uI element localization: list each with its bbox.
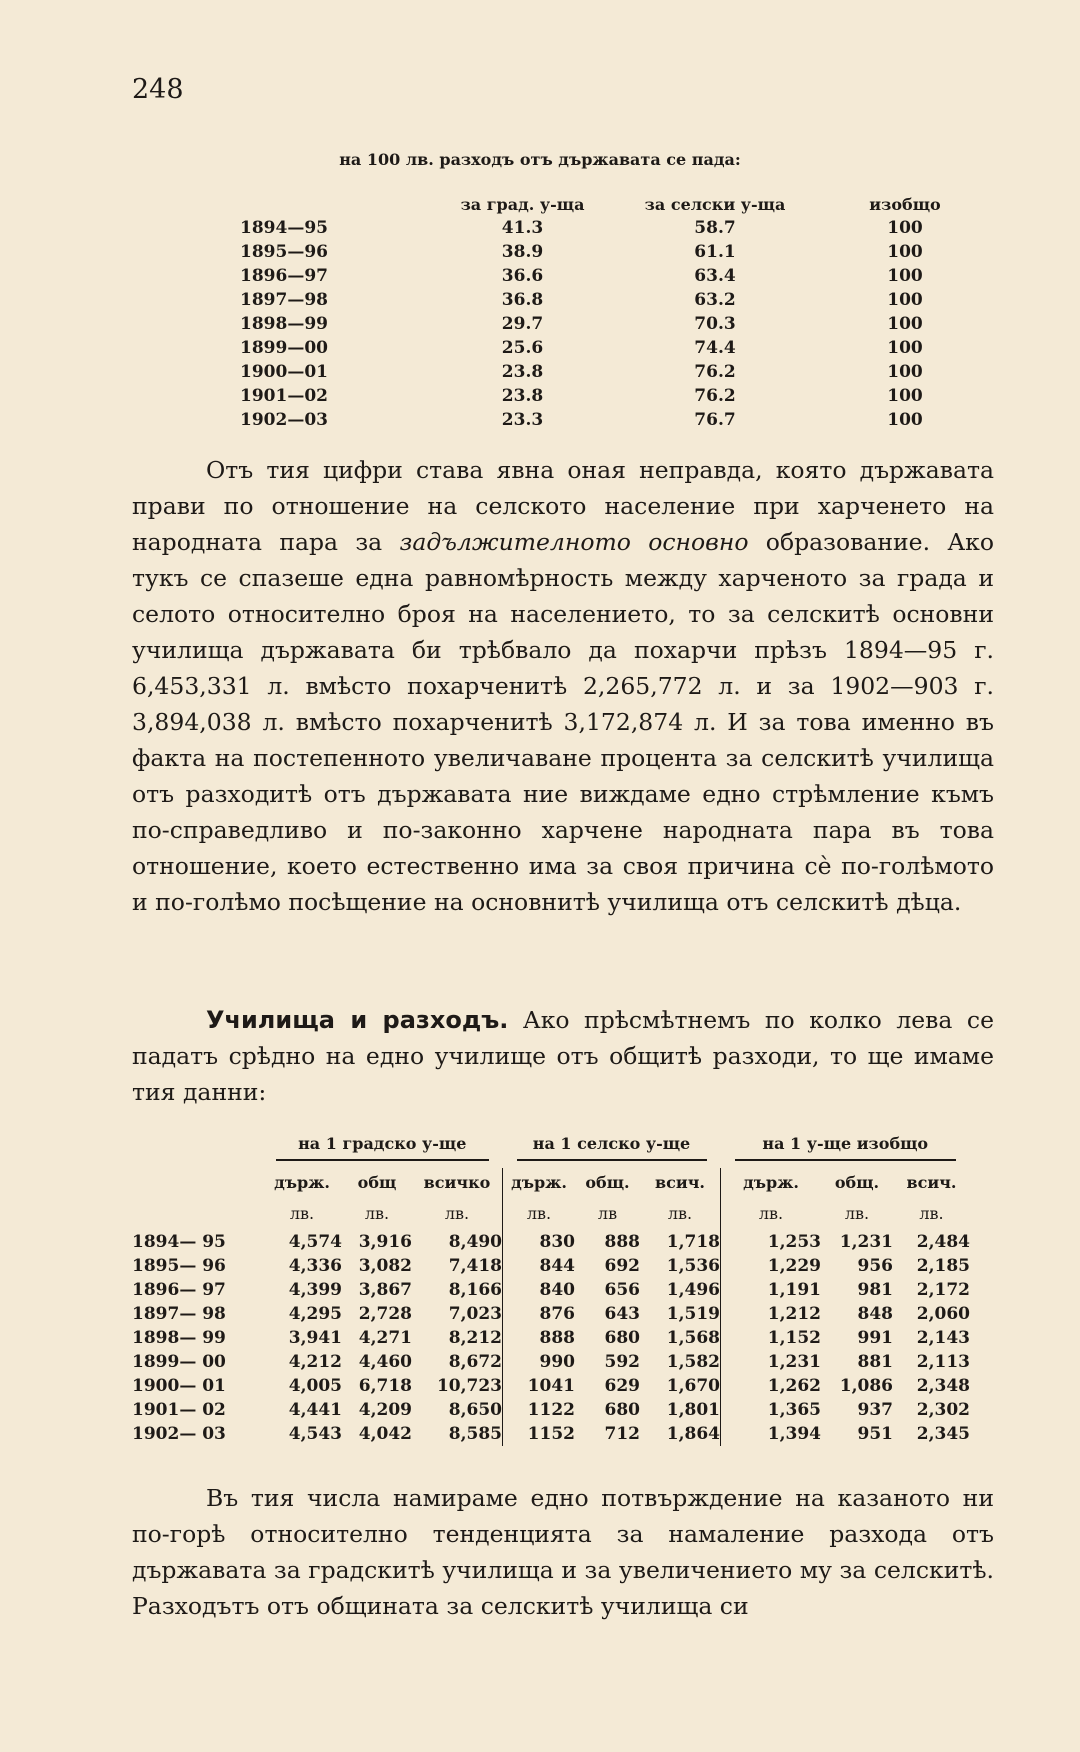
table1-cell: 74.4 bbox=[694, 338, 736, 358]
table2-cell: 4,295 bbox=[288, 1304, 342, 1324]
table1-cell: 100 bbox=[887, 362, 923, 382]
table2-cell: 4,209 bbox=[358, 1400, 412, 1420]
table2-group-header: на 1 селско у-ще bbox=[503, 1134, 721, 1168]
table1-row bbox=[240, 360, 995, 384]
table2-cell: 1,212 bbox=[721, 1302, 822, 1326]
table2-cell: 3,082 bbox=[358, 1256, 412, 1276]
table2-cell: 1,191 bbox=[721, 1278, 822, 1302]
table2-cell: 1,568 bbox=[666, 1328, 720, 1348]
paragraph-2-text: Ако прѣсмѣтнемъ по колко лева се падатъ срѣдно на едно училище отъ общитѣ разходи, то ще имаме тия данни: bbox=[132, 1006, 994, 1106]
table2-cell: 8,650 bbox=[448, 1400, 502, 1420]
table1-cell: 36.8 bbox=[501, 290, 544, 310]
table2-cell: 4,574 bbox=[288, 1232, 342, 1252]
table1-cell: 63.4 bbox=[694, 266, 736, 286]
table1-cell: 1897—98 bbox=[240, 290, 328, 310]
table2-cell: 848 bbox=[857, 1304, 893, 1324]
table1-cell: 1902—03 bbox=[240, 410, 328, 430]
table2-year-cell: 1895— 96 bbox=[132, 1256, 226, 1276]
table2-cell: 4,336 bbox=[288, 1256, 342, 1276]
table2-row bbox=[132, 1398, 970, 1422]
table2-cell: 10,723 bbox=[436, 1376, 502, 1396]
table1-cell: 100 bbox=[887, 290, 923, 310]
table1-header: за град. у-ща bbox=[460, 194, 585, 214]
table1 bbox=[240, 192, 995, 432]
table2-unit: лв. bbox=[844, 1203, 870, 1223]
table1-cell: 61.1 bbox=[694, 242, 736, 262]
table2-year-cell: 1901— 02 bbox=[132, 1400, 226, 1420]
table1-cell: 76.2 bbox=[694, 362, 736, 382]
table2-year-cell: 1897— 98 bbox=[132, 1304, 226, 1324]
table2-cell: 888 bbox=[503, 1326, 576, 1350]
table2-cell: 4,212 bbox=[288, 1352, 342, 1372]
table2-row bbox=[132, 1302, 970, 1326]
table1-cell: 76.7 bbox=[694, 410, 736, 430]
table2-year-cell: 1902— 03 bbox=[132, 1424, 226, 1444]
table2-unit: лв. bbox=[503, 1196, 576, 1230]
paragraph-1-italic: задължителното основно bbox=[399, 528, 749, 556]
table2-cell: 8,166 bbox=[448, 1280, 502, 1300]
table1-cell: 1899—00 bbox=[240, 338, 328, 358]
table1-cell: 1894—95 bbox=[240, 218, 328, 238]
table1-header bbox=[240, 192, 430, 216]
table2-cell: 2,113 bbox=[916, 1352, 970, 1372]
table2-body bbox=[132, 1230, 970, 1446]
table2-cell: 629 bbox=[604, 1376, 640, 1396]
table1-cell: 100 bbox=[887, 242, 923, 262]
section-heading: Училища и разходъ. bbox=[206, 1006, 509, 1034]
table2-year-cell: 1894— 95 bbox=[132, 1232, 226, 1252]
table2-cell: 937 bbox=[857, 1400, 893, 1420]
paragraph-2 bbox=[132, 1002, 994, 1110]
table1-cell: 63.2 bbox=[694, 290, 736, 310]
table2-cell: 2,172 bbox=[916, 1280, 970, 1300]
table2-cell: 1,365 bbox=[721, 1398, 822, 1422]
table1-cell: 1900—01 bbox=[240, 362, 328, 382]
table1-cell: 100 bbox=[887, 266, 923, 286]
table1-cell: 38.9 bbox=[501, 242, 544, 262]
table2-subheader: общ bbox=[357, 1172, 397, 1192]
table2-cell: 1,229 bbox=[721, 1254, 822, 1278]
table2-cell: 8,212 bbox=[448, 1328, 502, 1348]
table2-cell: 692 bbox=[604, 1256, 640, 1276]
table2-unit: лв. bbox=[721, 1196, 822, 1230]
table2-cell: 2,060 bbox=[916, 1304, 970, 1324]
table2-subheader: всич. bbox=[906, 1172, 957, 1192]
table1-row bbox=[240, 312, 995, 336]
table1-row bbox=[240, 240, 995, 264]
table2-unit: лв. bbox=[444, 1203, 470, 1223]
table1-body bbox=[240, 216, 995, 432]
table2-year-cell: 1896— 97 bbox=[132, 1280, 226, 1300]
table1-cell: 23.8 bbox=[501, 362, 544, 382]
table2-subheader: всич. bbox=[654, 1172, 705, 1192]
table2-cell: 7,023 bbox=[448, 1304, 502, 1324]
table2-subheader: държ. bbox=[503, 1168, 576, 1196]
table1-cell: 41.3 bbox=[501, 218, 544, 238]
table2-cell: 1,519 bbox=[666, 1304, 720, 1324]
table2-cell: 888 bbox=[604, 1232, 640, 1252]
table1-cell: 36.6 bbox=[501, 266, 544, 286]
table2-cell: 876 bbox=[503, 1302, 576, 1326]
table2-cell: 1,262 bbox=[721, 1374, 822, 1398]
table1-cell: 100 bbox=[887, 314, 923, 334]
table2-year-cell: 1898— 99 bbox=[132, 1328, 226, 1348]
paragraph-1-text-b: образование. Ако тукъ се спазеше една равномѣрность между харченото за града и селото относително броя на населението, то за селскитѣ основни училища държавата би трѣбвало да похарчи прѣзъ 1894—95 г. 6,453,331 л. вмѣсто похарченитѣ 2,265,772 л. и за 1902—903 г. 3,894,038 л. вмѣсто похарченитѣ 3,172,874 л. И за това именно въ факта на постепенното увеличаване процента за селскитѣ училища отъ разходитѣ отъ държавата ние виждаме едно стрѣмление къмъ по-справедливо и по-законно харчене народната пара въ това отношение, което естественно има за своя причина сѐ по-голѣмото и по-голѣмо посѣщение на основнитѣ училища отъ селскитѣ дѣца. bbox=[132, 528, 994, 916]
table2-cell: 8,585 bbox=[448, 1424, 502, 1444]
table1-cell: 100 bbox=[887, 386, 923, 406]
table2-cell: 990 bbox=[503, 1350, 576, 1374]
table2-cell: 2,302 bbox=[916, 1400, 970, 1420]
paragraph-3-text: Въ тия числа намираме едно потвърждение на казаното ни по-горѣ относително тенденцията за намаление разхода отъ държавата за градскитѣ училища и за увеличението му за селскитѣ. Разходътъ отъ общината за селскитѣ училища си bbox=[132, 1484, 994, 1620]
table2-cell: 1,253 bbox=[721, 1230, 822, 1254]
table2-cell: 1,582 bbox=[666, 1352, 720, 1372]
table2-cell: 1,394 bbox=[721, 1422, 822, 1446]
table2-cell: 8,672 bbox=[448, 1352, 502, 1372]
table2-cell: 4,460 bbox=[358, 1352, 412, 1372]
table2-cell: 592 bbox=[604, 1352, 640, 1372]
table1-cell: 1898—99 bbox=[240, 314, 328, 334]
table2-cell: 4,399 bbox=[288, 1280, 342, 1300]
table2-cell: 4,441 bbox=[288, 1400, 342, 1420]
table2-cell: 4,042 bbox=[358, 1424, 412, 1444]
table1-row bbox=[240, 336, 995, 360]
table1-row bbox=[240, 264, 995, 288]
table2-year-cell: 1899— 00 bbox=[132, 1352, 226, 1372]
table1-row bbox=[240, 288, 995, 312]
table2-cell: 1,864 bbox=[666, 1424, 720, 1444]
table1-row bbox=[240, 408, 995, 432]
table2-subheader: държ. bbox=[721, 1168, 822, 1196]
table2-year-cell: 1900— 01 bbox=[132, 1376, 226, 1396]
table1-cell: 76.2 bbox=[694, 386, 736, 406]
table2-group-header: на 1 градско у-ще bbox=[262, 1134, 503, 1168]
table1-cell: 1896—97 bbox=[240, 266, 328, 286]
table1-row bbox=[240, 384, 995, 408]
table2-row bbox=[132, 1422, 970, 1446]
table2-cell: 1,801 bbox=[666, 1400, 720, 1420]
table2-cell: 656 bbox=[604, 1280, 640, 1300]
table2-cell: 3,916 bbox=[358, 1232, 412, 1252]
table2-unit: лв bbox=[597, 1203, 618, 1223]
table2-subheader: държ. bbox=[274, 1172, 330, 1192]
table1-cell: 1901—02 bbox=[240, 386, 328, 406]
table2-cell: 956 bbox=[857, 1256, 893, 1276]
table2-subheader-row bbox=[132, 1168, 970, 1196]
table2-cell: 8,490 bbox=[448, 1232, 502, 1252]
table2-cell: 844 bbox=[503, 1254, 576, 1278]
table2-cell: 680 bbox=[604, 1328, 640, 1348]
table2-unit: лв. bbox=[667, 1203, 693, 1223]
table1-header: изобщо bbox=[869, 194, 941, 214]
table2-group-row bbox=[132, 1134, 970, 1168]
table2-cell: 6,718 bbox=[358, 1376, 412, 1396]
table2-cell: 680 bbox=[604, 1400, 640, 1420]
table2-row bbox=[132, 1278, 970, 1302]
table2-cell: 840 bbox=[503, 1278, 576, 1302]
table2-unit-row bbox=[132, 1196, 970, 1230]
table2-unit: лв. bbox=[364, 1203, 390, 1223]
table2-row bbox=[132, 1326, 970, 1350]
table1-row bbox=[240, 216, 995, 240]
table1-cell: 70.3 bbox=[694, 314, 736, 334]
table2-cell: 1,086 bbox=[839, 1376, 893, 1396]
table2 bbox=[132, 1134, 970, 1446]
table2-subheader: общ. bbox=[585, 1172, 630, 1192]
table2-cell: 1,231 bbox=[721, 1350, 822, 1374]
table2-cell: 991 bbox=[857, 1328, 893, 1348]
paragraph-1-text-a: Отъ тия цифри става явна оная неправда, която държавата прави по отношение на селското население при харченето на народната пара за bbox=[132, 456, 994, 556]
table2-cell: 2,143 bbox=[916, 1328, 970, 1348]
table2-cell: 7,418 bbox=[448, 1256, 502, 1276]
table2-cell: 2,484 bbox=[916, 1232, 970, 1252]
table2-cell: 643 bbox=[604, 1304, 640, 1324]
table2-cell: 981 bbox=[857, 1280, 893, 1300]
table1-cell: 100 bbox=[887, 338, 923, 358]
table2-unit: лв. bbox=[289, 1203, 315, 1223]
table2-subheader: общ. bbox=[834, 1172, 880, 1192]
table1-cell: 29.7 bbox=[501, 314, 544, 334]
table2-cell: 2,185 bbox=[916, 1256, 970, 1276]
table1-cell: 1895—96 bbox=[240, 242, 328, 262]
table2-cell: 3,867 bbox=[358, 1280, 412, 1300]
table2-cell: 1,670 bbox=[666, 1376, 720, 1396]
table2-cell: 4,271 bbox=[358, 1328, 412, 1348]
table1-cell: 25.6 bbox=[501, 338, 544, 358]
table1-header: за селски у-ща bbox=[644, 194, 786, 214]
table2-cell: 881 bbox=[857, 1352, 893, 1372]
table2-cell: 2,728 bbox=[358, 1304, 412, 1324]
table2-cell: 712 bbox=[604, 1424, 640, 1444]
table1-title: на 100 лв. разходъ отъ държавата се пада: bbox=[339, 150, 741, 169]
table2-group-header: на 1 у-ще изобщо bbox=[721, 1134, 971, 1168]
table1-cell: 23.8 bbox=[501, 386, 544, 406]
table2-cell: 1152 bbox=[503, 1422, 576, 1446]
table2-cell: 830 bbox=[503, 1230, 576, 1254]
table2-cell: 1,496 bbox=[666, 1280, 720, 1300]
table2-cell: 2,348 bbox=[916, 1376, 970, 1396]
table2-cell: 1041 bbox=[503, 1374, 576, 1398]
paragraph-1 bbox=[132, 452, 994, 920]
paragraph-3 bbox=[132, 1480, 994, 1624]
table2-cell: 4,543 bbox=[288, 1424, 342, 1444]
table2-cell: 1,231 bbox=[839, 1232, 893, 1252]
table2-unit: лв. bbox=[919, 1203, 944, 1223]
table2-cell: 1,536 bbox=[666, 1256, 720, 1276]
table1-cell: 100 bbox=[887, 218, 923, 238]
table2-subheader: всичко bbox=[423, 1172, 491, 1192]
table2-cell: 4,005 bbox=[288, 1376, 342, 1396]
table1-cell: 100 bbox=[887, 410, 923, 430]
table1-header-row bbox=[240, 192, 995, 216]
table2-cell: 1,718 bbox=[666, 1232, 720, 1252]
table1-cell: 58.7 bbox=[694, 218, 736, 238]
table2-row bbox=[132, 1254, 970, 1278]
table2-cell: 1122 bbox=[503, 1398, 576, 1422]
table1-cell: 23.3 bbox=[501, 410, 544, 430]
table2-row bbox=[132, 1230, 970, 1254]
table2-cell: 951 bbox=[857, 1424, 893, 1444]
table2-cell: 2,345 bbox=[916, 1424, 970, 1444]
table2-row bbox=[132, 1350, 970, 1374]
table2-cell: 1,152 bbox=[721, 1326, 822, 1350]
page-number: 248 bbox=[132, 74, 184, 105]
table2-row bbox=[132, 1374, 970, 1398]
table2-cell: 3,941 bbox=[288, 1328, 342, 1348]
